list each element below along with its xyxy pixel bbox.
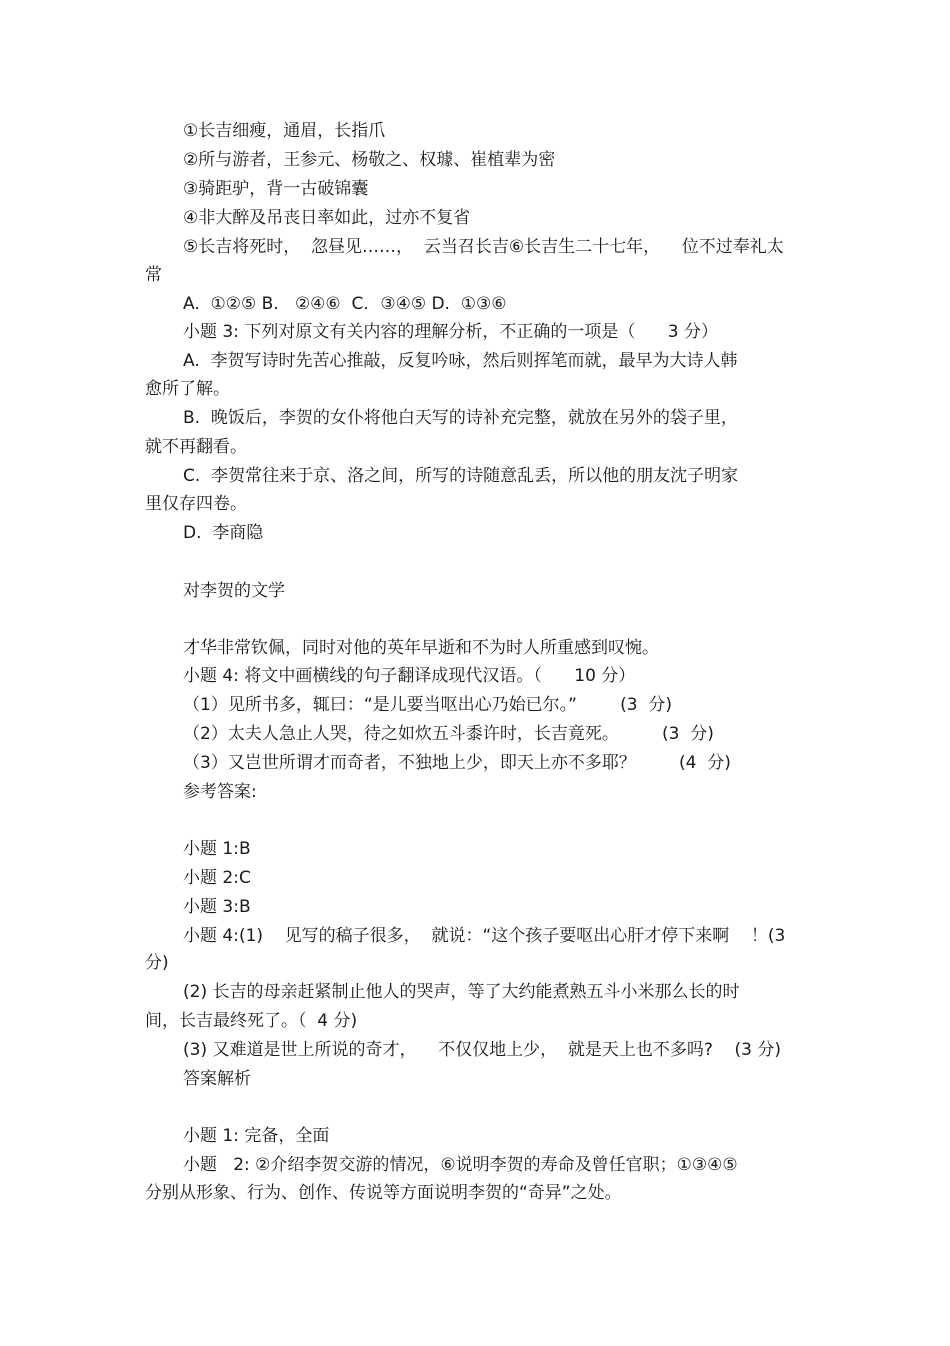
answer-line: (2) 长吉的母亲赶紧制止他人的哭声，等了大约能煮熟五斗小米那么长的时 — [183, 982, 740, 1002]
answer-line: 小题 2:C — [183, 868, 251, 888]
text-line: ⑤长吉将死时， 忽昼见……， 云当召长吉⑥长吉生二十七年， 位不过奉礼太 — [183, 237, 784, 257]
analysis-heading: 答案解析 — [183, 1069, 251, 1089]
option-d: D. 李商隐 — [183, 523, 264, 543]
option-c: C. 李贺常往来于京、洛之间，所写的诗随意乱丢，所以他的朋友沈子明家 — [183, 466, 739, 486]
text-line: ②所与游者，王参元、杨敬之、权璩、崔植辈为密 — [183, 150, 556, 170]
question-4-item: （2）太夫人急止人哭，待之如炊五斗黍许时，长吉竟死。 (3 分) — [183, 724, 714, 744]
question-4-item: （1）见所书多，辄曰：“是儿要当呕出心乃始已尔。” (3 分) — [183, 695, 673, 715]
text-line: ③骑距驴，背一古破锦囊 — [183, 179, 369, 199]
answer-line: 小题 3:B — [183, 897, 251, 917]
analysis-line: 小题 2: ②介绍李贺交游的情况，⑥说明李贺的寿命及曾任官职；①③④⑤ — [183, 1155, 738, 1175]
answer-line-cont: 间，长吉最终死了。（ 4 分) — [145, 1011, 358, 1031]
answer-line: 小题 4:(1) 见写的稿子很多， 就说：“这个孩子要呕出心肝才停下来啊 ！(3 — [183, 926, 786, 946]
text-line: 常 — [145, 265, 162, 285]
option-b-cont: 就不再翻看。 — [145, 437, 247, 457]
analysis-line-cont: 分别从形象、行为、创作、传说等方面说明李贺的“奇异”之处。 — [145, 1183, 622, 1203]
answers-heading: 参考答案: — [183, 782, 257, 802]
option-c-cont: 里仅存四卷。 — [145, 494, 247, 514]
text-line: ④非大醉及吊丧日率如此，过亦不复省 — [183, 208, 471, 228]
answer-line: 小题 1:B — [183, 839, 251, 859]
option-d-cont: 对李贺的文学 — [183, 581, 285, 601]
text-line: ①长吉细瘦，通眉，长指爪 — [183, 121, 386, 141]
answer-line: (3) 又难道是世上所说的奇才， 不仅仅地上少， 就是天上也不多吗? (3 分) — [183, 1040, 782, 1060]
question-4-item: （3）又岂世所谓才而奇者，不独地上少，即天上亦不多耶？ (4 分) — [183, 753, 731, 773]
answer-options: A. ①②⑤ B. ②④⑥ C．③④⑤ D. ①③⑥ — [183, 294, 507, 314]
question-3-heading: 小题 3: 下列对原文有关内容的理解分析，不正确的一项是（ 3 分） — [183, 322, 718, 342]
option-a-cont: 愈所了解。 — [145, 379, 230, 399]
option-d-cont: 才华非常钦佩，同时对他的英年早逝和不为时人所重感到叹惋。 — [183, 638, 659, 658]
option-b: B. 晚饭后，李贺的女仆将他白天写的诗补充完整，就放在另外的袋子里， — [183, 408, 738, 428]
option-a: A. 李贺写诗时先苦心推敲，反复吟咏，然后则挥笔而就，最早为大诗人韩 — [183, 351, 738, 371]
answer-line-cont: 分) — [145, 953, 169, 973]
question-4-heading: 小题 4: 将文中画横线的句子翻译成现代汉语。（ 10 分） — [183, 666, 636, 686]
analysis-line: 小题 1: 完备，全面 — [183, 1126, 330, 1146]
